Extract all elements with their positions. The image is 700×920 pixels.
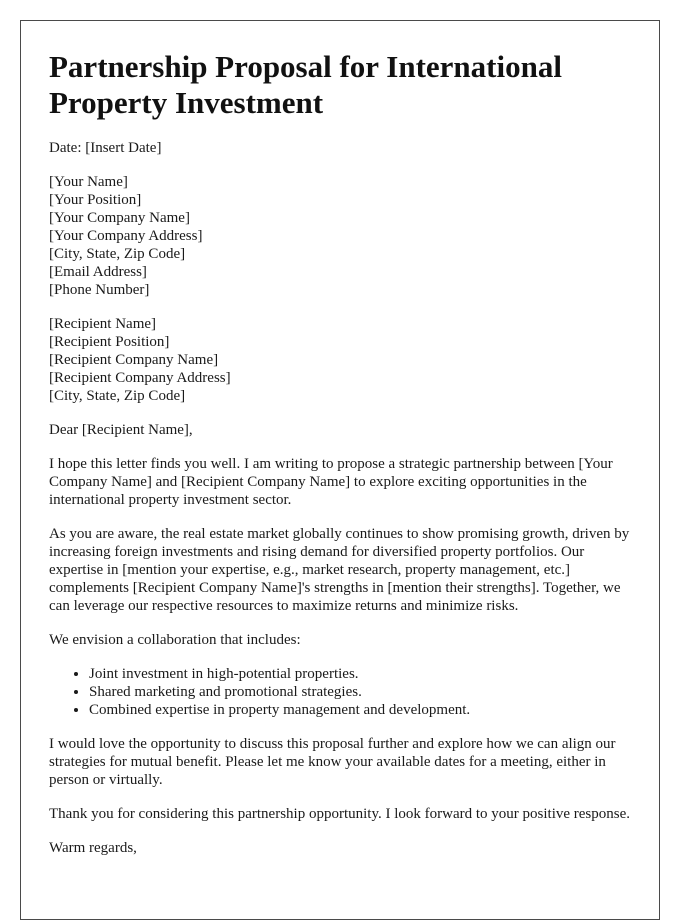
intro-paragraph: I hope this letter finds you well. I am writing to propose a strategic partnership between [Your Company Name] and [Recipient Company Name] to explore exciting opportunities in the international property investment sector. [49, 456, 613, 508]
recipient-name: [Recipient Name] [49, 316, 157, 332]
date-line: Date: [Insert Date] [49, 140, 162, 156]
sender-company-name: [Your Company Name] [49, 210, 190, 226]
sender-address-block [49, 173, 631, 299]
list-item: • Joint investment in high-potential properties. [89, 665, 631, 683]
sender-email: [Email Address] [49, 264, 147, 280]
thanks-paragraph: Thank you for considering this partnership opportunity. I look forward to your positive response. [49, 806, 631, 822]
list-item: • Shared marketing and promotional strategies. [89, 683, 631, 701]
sender-company-address: [Your Company Address] [49, 228, 203, 244]
recipient-company-address: [Recipient Company Address] [49, 370, 231, 386]
salutation: Dear [Recipient Name], [49, 422, 193, 438]
sender-phone: [Phone Number] [49, 282, 150, 298]
letter-page [20, 20, 660, 920]
list-item: • Combined expertise in property management and development. [89, 701, 631, 719]
recipient-company-name: [Recipient Company Name] [49, 352, 219, 368]
sender-position: [Your Position] [49, 192, 142, 208]
recipient-city-state-zip: [City, State, Zip Code] [49, 388, 186, 404]
sign-off: Warm regards, [49, 840, 137, 856]
sender-city-state-zip: [City, State, Zip Code] [49, 246, 186, 262]
collaboration-list [49, 665, 631, 719]
recipient-position: [Recipient Position] [49, 334, 170, 350]
recipient-address-block [49, 315, 631, 405]
discussion-paragraph: I would love the opportunity to discuss this proposal further and explore how we can align our strategies for mutual benefit. Please let me know your available dates for a meeting, either in person or virtually. [49, 736, 616, 788]
collaboration-intro: We envision a collaboration that includes: [49, 632, 301, 648]
sender-name: [Your Name] [49, 174, 128, 190]
letter-title: Partnership Proposal for International Property Investment [49, 49, 562, 120]
market-paragraph: As you are aware, the real estate market globally continues to show promising growth, driven by increasing foreign investments and rising demand for diversified property portfolios. Our expertise in [mention your expertise, e.g., market research, property management, etc.] complements [Recipient Company Name]'s strengths in [mention their strengths]. Together, we can leverage our respective resources to maximize returns and minimize risks. [49, 526, 630, 614]
